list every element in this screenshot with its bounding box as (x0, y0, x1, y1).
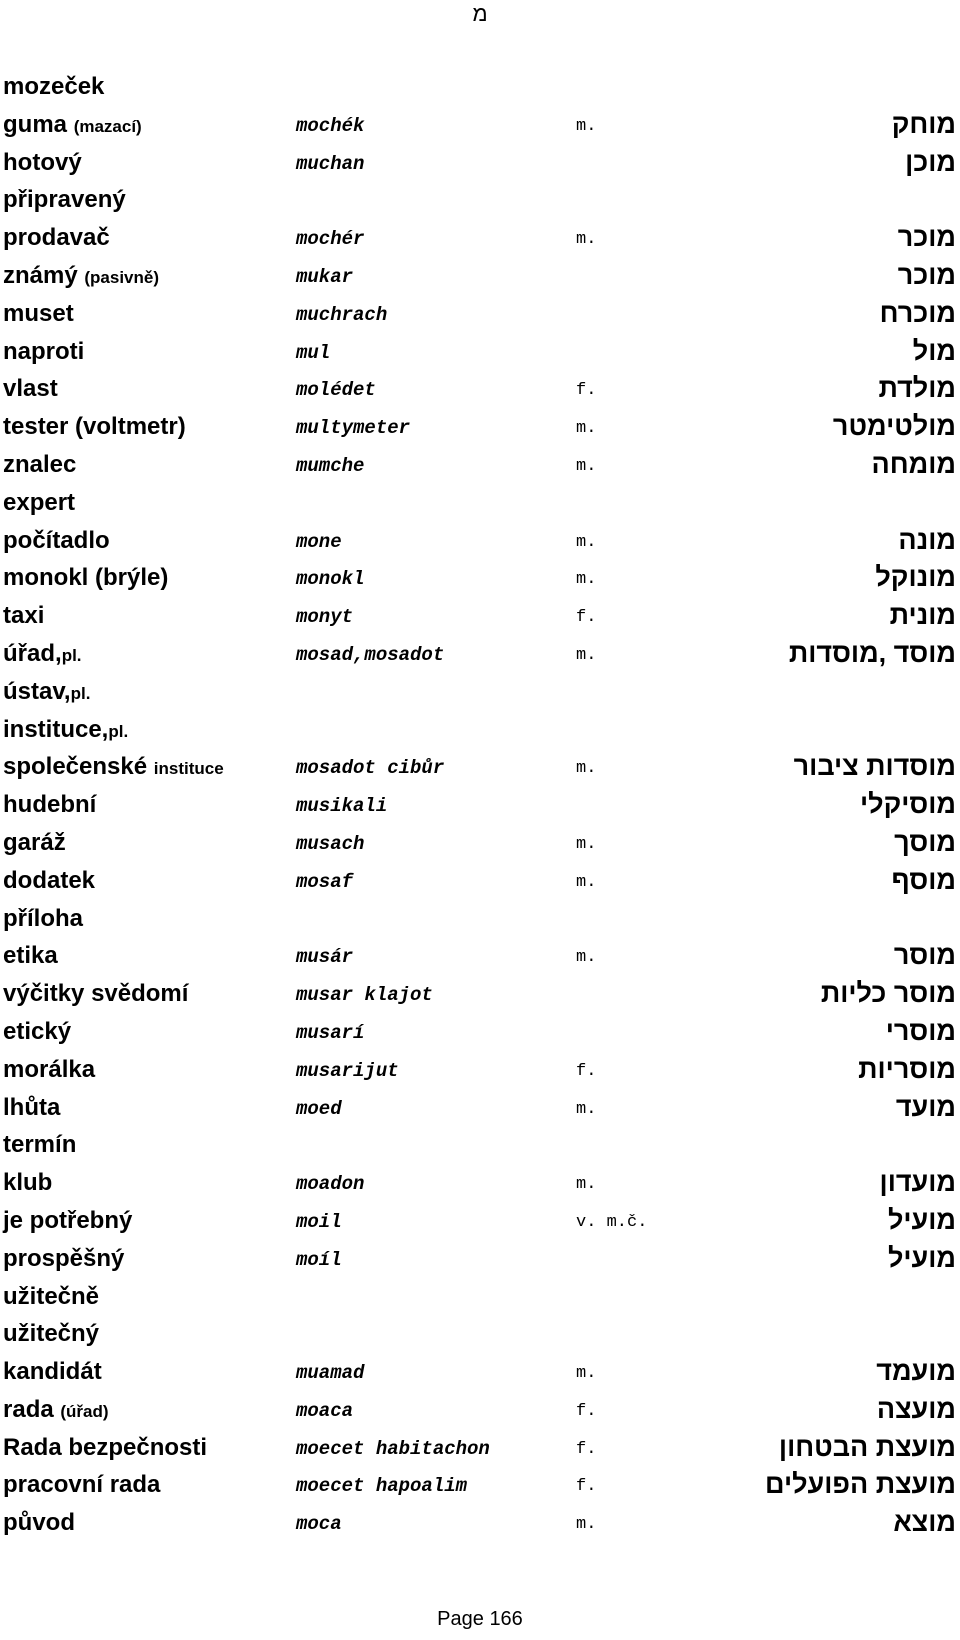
transliteration: muchrach (296, 303, 388, 326)
grammar-tag: m. (576, 230, 597, 250)
dictionary-entry (0, 824, 960, 862)
czech-word: dodatek (3, 866, 96, 894)
czech-term (3, 748, 224, 788)
czech-word: pracovní rada (3, 1471, 161, 1499)
czech-term (3, 635, 82, 675)
dictionary-entry (0, 1353, 960, 1391)
czech-term (3, 1013, 71, 1051)
czech-term (3, 1202, 132, 1240)
transliteration: musar klajot (296, 984, 433, 1007)
dictionary-entry (0, 484, 960, 522)
dictionary-entry (0, 408, 960, 446)
czech-term (3, 1051, 95, 1089)
dictionary-entry (0, 786, 960, 824)
czech-term (3, 295, 74, 333)
czech-term (3, 1353, 102, 1391)
czech-word: naproti (3, 337, 85, 365)
czech-term (3, 1315, 99, 1353)
grammar-tag: m. (576, 872, 597, 892)
grammar-tag: m. (576, 1099, 597, 1119)
czech-term (3, 1126, 76, 1164)
dictionary-entry (0, 975, 960, 1013)
czech-term (3, 1278, 99, 1316)
czech-word: expert (3, 488, 76, 516)
czech-term (3, 1391, 109, 1431)
page-header-letter: מ (472, 1, 488, 26)
hebrew-word: מועמד (876, 1356, 956, 1387)
czech-note: pl. (108, 721, 129, 741)
dictionary-entry (0, 1240, 960, 1278)
hebrew-word: מוכר (897, 222, 956, 253)
czech-term (3, 1164, 52, 1202)
czech-word: příloha (3, 904, 84, 932)
hebrew-word: מועצה (876, 1393, 956, 1424)
czech-word: etika (3, 942, 58, 970)
hebrew-word: מונוקל (875, 562, 956, 593)
transliteration: mukar (296, 265, 354, 288)
hebrew-word: מוסך (894, 826, 956, 857)
dictionary-entry (0, 144, 960, 182)
czech-term (3, 559, 168, 597)
grammar-tag: m. (576, 116, 597, 136)
czech-term (3, 673, 90, 713)
transliteration: mochér (296, 228, 365, 251)
grammar-tag: m. (576, 532, 597, 552)
grammar-tag: m. (576, 645, 597, 665)
transliteration: moed (296, 1097, 342, 1120)
czech-word: hotový (3, 148, 82, 176)
dictionary-entry (0, 1013, 960, 1051)
czech-word: Rada bezpečnosti (3, 1433, 208, 1461)
dictionary-entry (0, 1278, 960, 1316)
czech-term (3, 68, 104, 106)
transliteration: mosaf (296, 870, 354, 893)
hebrew-word: מולטימטר (832, 411, 956, 442)
czech-term (3, 711, 128, 751)
czech-term (3, 106, 142, 146)
czech-word: guma (3, 110, 68, 138)
czech-term (3, 1466, 160, 1504)
czech-term (3, 257, 159, 297)
dictionary-entry (0, 219, 960, 257)
transliteration: moaca (296, 1399, 354, 1422)
hebrew-word: מועצת הפועלים (765, 1469, 956, 1500)
dictionary-entry (0, 1164, 960, 1202)
grammar-tag: m. (576, 759, 597, 779)
dictionary-entry (0, 106, 960, 144)
transliteration: mone (296, 530, 342, 553)
czech-word: původ (3, 1509, 75, 1537)
dictionary-entry (0, 68, 960, 106)
dictionary-entry (0, 1202, 960, 1240)
hebrew-word: מוסריות (858, 1053, 956, 1084)
czech-term (3, 522, 110, 560)
czech-word: garáž (3, 828, 66, 856)
czech-word: ústav, (3, 677, 71, 705)
hebrew-word: מוסף (891, 864, 956, 895)
czech-term (3, 597, 44, 635)
dictionary-entry (0, 937, 960, 975)
dictionary-entry (0, 1089, 960, 1127)
grammar-tag: v. m.č. (576, 1212, 648, 1232)
hebrew-word: מונה (898, 524, 956, 555)
dictionary-entry (0, 181, 960, 219)
czech-term (3, 786, 96, 824)
transliteration: musarí (296, 1021, 365, 1044)
hebrew-word: מוחק (891, 108, 956, 139)
grammar-tag: m. (576, 834, 597, 854)
transliteration: multymeter (296, 417, 411, 440)
hebrew-word: מוכר (897, 259, 956, 290)
grammar-tag: f. (576, 1061, 597, 1081)
grammar-tag: m. (576, 1364, 597, 1384)
czech-word: prodavač (3, 224, 110, 252)
dictionary-entry (0, 1391, 960, 1429)
czech-word: rada (3, 1395, 54, 1423)
transliteration: musarijut (296, 1059, 399, 1082)
transliteration: moíl (296, 1248, 342, 1271)
grammar-tag: m. (576, 1175, 597, 1195)
czech-word: mozeček (3, 73, 105, 100)
dictionary-entry (0, 1504, 960, 1542)
dictionary-entry (0, 900, 960, 938)
dictionary-entry (0, 1126, 960, 1164)
dictionary-entry (0, 1466, 960, 1504)
dictionary-list (0, 68, 960, 1542)
czech-word: znalec (3, 450, 77, 478)
dictionary-entry (0, 862, 960, 900)
czech-word: prospěšný (3, 1244, 125, 1272)
czech-note: pl. (70, 683, 91, 703)
czech-word: vlast (3, 375, 58, 403)
hebrew-word: מוסר (893, 940, 956, 971)
transliteration: monokl (296, 568, 365, 591)
dictionary-entry (0, 1051, 960, 1089)
czech-term (3, 181, 126, 219)
hebrew-word: מועצת הבטחון (778, 1431, 956, 1462)
hebrew-word: מונית (889, 600, 956, 631)
hebrew-word: מועדון (879, 1167, 956, 1198)
czech-word: úřad, (3, 639, 62, 667)
czech-word: muset (3, 299, 74, 327)
hebrew-word: מוצא (893, 1507, 956, 1538)
dictionary-entry (0, 295, 960, 333)
transliteration: musikali (296, 795, 388, 818)
hebrew-word: מוסר כליות (820, 978, 956, 1009)
dictionary-entry (0, 257, 960, 295)
transliteration: muchan (296, 152, 365, 175)
grammar-tag: f. (576, 1477, 597, 1497)
czech-term (3, 937, 58, 975)
hebrew-word: מועד (895, 1091, 956, 1122)
hebrew-word: מועיל (887, 1204, 956, 1235)
transliteration: muamad (296, 1362, 365, 1385)
transliteration: moil (296, 1210, 342, 1233)
transliteration: mumche (296, 454, 365, 477)
grammar-tag: f. (576, 608, 597, 628)
czech-term (3, 333, 84, 371)
czech-word: je potřebný (3, 1206, 133, 1234)
czech-term (3, 1240, 124, 1278)
dictionary-entry (0, 1429, 960, 1467)
czech-note: (mazací) (73, 116, 142, 136)
czech-word: výčitky svědomí (3, 980, 189, 1008)
czech-word: lhůta (3, 1093, 61, 1121)
czech-word: počítadlo (3, 526, 110, 554)
transliteration: monyt (296, 606, 354, 629)
czech-note: instituce (153, 759, 224, 779)
dictionary-entry (0, 673, 960, 711)
dictionary-entry (0, 711, 960, 749)
grammar-tag: f. (576, 1439, 597, 1459)
czech-term (3, 484, 75, 522)
czech-term (3, 1504, 75, 1542)
czech-term (3, 219, 110, 257)
czech-word: taxi (3, 602, 45, 630)
grammar-tag: m. (576, 570, 597, 590)
transliteration: moadon (296, 1173, 365, 1196)
hebrew-word: מול (912, 335, 956, 366)
czech-word: užitečný (3, 1320, 100, 1348)
hebrew-word: מוסד ,מוסדות (788, 637, 956, 668)
dictionary-entry (0, 446, 960, 484)
czech-word: známý (3, 261, 78, 289)
transliteration: musach (296, 832, 365, 855)
dictionary-entry (0, 522, 960, 560)
dictionary-entry (0, 559, 960, 597)
czech-word: etický (3, 1017, 72, 1045)
transliteration: mosadot cibůr (296, 757, 445, 780)
czech-word: kandidát (3, 1358, 102, 1386)
grammar-tag: m. (576, 948, 597, 968)
czech-word: klub (3, 1169, 53, 1197)
transliteration: musár (296, 946, 354, 969)
czech-word: tester (voltmetr) (3, 413, 186, 441)
hebrew-word: מוסרי (885, 1015, 956, 1046)
czech-term (3, 862, 95, 900)
czech-term (3, 370, 58, 408)
czech-note: (úřad) (60, 1401, 109, 1421)
czech-term (3, 408, 186, 446)
hebrew-word: מולדת (878, 373, 956, 404)
dictionary-entry (0, 1315, 960, 1353)
transliteration: moca (296, 1513, 342, 1536)
page-number: Page 166 (437, 1608, 523, 1630)
czech-word: společenské (3, 753, 148, 781)
hebrew-word: מוכן (905, 146, 956, 177)
czech-term (3, 900, 83, 938)
transliteration: moecet hapoalim (296, 1475, 468, 1498)
hebrew-word: מוסדות ציבור (793, 751, 956, 782)
czech-word: instituce, (3, 715, 109, 743)
grammar-tag: m. (576, 1515, 597, 1535)
dictionary-entry (0, 370, 960, 408)
transliteration: mosad,mosadot (296, 643, 445, 666)
czech-word: monokl (brýle) (3, 564, 169, 592)
czech-note: (pasivně) (84, 267, 160, 287)
dictionary-entry (0, 333, 960, 371)
hebrew-word: מועיל (887, 1242, 956, 1273)
hebrew-word: מוכרח (879, 297, 956, 328)
grammar-tag: f. (576, 1401, 597, 1421)
grammar-tag: m. (576, 456, 597, 476)
czech-word: morálka (3, 1055, 96, 1083)
czech-word: termín (3, 1131, 77, 1159)
czech-word: hudební (3, 791, 97, 819)
grammar-tag: m. (576, 419, 597, 439)
dictionary-entry (0, 748, 960, 786)
hebrew-word: מומחה (871, 448, 956, 479)
czech-term (3, 824, 66, 862)
transliteration: mul (296, 341, 331, 364)
czech-term (3, 1089, 60, 1127)
czech-term (3, 446, 76, 484)
czech-term (3, 1429, 207, 1467)
czech-term (3, 975, 188, 1013)
czech-word: připravený (3, 186, 126, 214)
czech-word: užitečně (3, 1282, 100, 1310)
hebrew-word: מוסיקלי (860, 789, 956, 820)
transliteration: mochék (296, 114, 365, 137)
transliteration: moecet habitachon (296, 1437, 490, 1460)
grammar-tag: f. (576, 381, 597, 401)
czech-term (3, 144, 82, 182)
czech-note: pl. (61, 645, 82, 665)
transliteration: molédet (296, 379, 376, 402)
dictionary-entry (0, 597, 960, 635)
dictionary-entry (0, 635, 960, 673)
